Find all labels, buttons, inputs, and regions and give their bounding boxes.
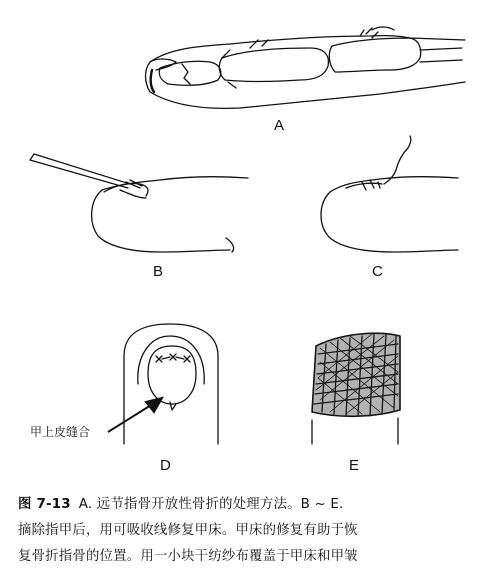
caption-line-1-text: A. 远节指骨开放性骨折的处理方法。B ~ E. bbox=[78, 497, 344, 512]
panel-b-nail-removal bbox=[30, 154, 248, 252]
panel-a-finger-side-view bbox=[146, 27, 466, 108]
panel-c-label: C bbox=[372, 263, 383, 280]
panel-d-label: D bbox=[160, 457, 171, 474]
panel-e-label: E bbox=[349, 457, 360, 474]
panel-a-label: A bbox=[274, 117, 285, 134]
caption-line-3: 复骨折指骨的位置。用一小块干纺纱布覆盖于甲床和甲皱 bbox=[18, 549, 358, 564]
panel-c-nail-bed-repair bbox=[321, 136, 458, 252]
panel-b-label: B bbox=[153, 263, 164, 280]
figure-number: 图 7-13 bbox=[18, 497, 71, 512]
caption-line-2: 摘除指甲后，用可吸收线修复甲床。甲床的修复有助于恢 bbox=[18, 523, 358, 538]
panel-e-gauze-dark-fill bbox=[312, 333, 400, 416]
figure-caption bbox=[18, 492, 480, 570]
panel-d-callout-arrow bbox=[108, 398, 162, 432]
caption-line-1 bbox=[18, 492, 480, 518]
panel-d-dorsal-view-sutured bbox=[124, 324, 218, 444]
epinychium-suture-label: 甲上皮缝合 bbox=[30, 425, 91, 439]
